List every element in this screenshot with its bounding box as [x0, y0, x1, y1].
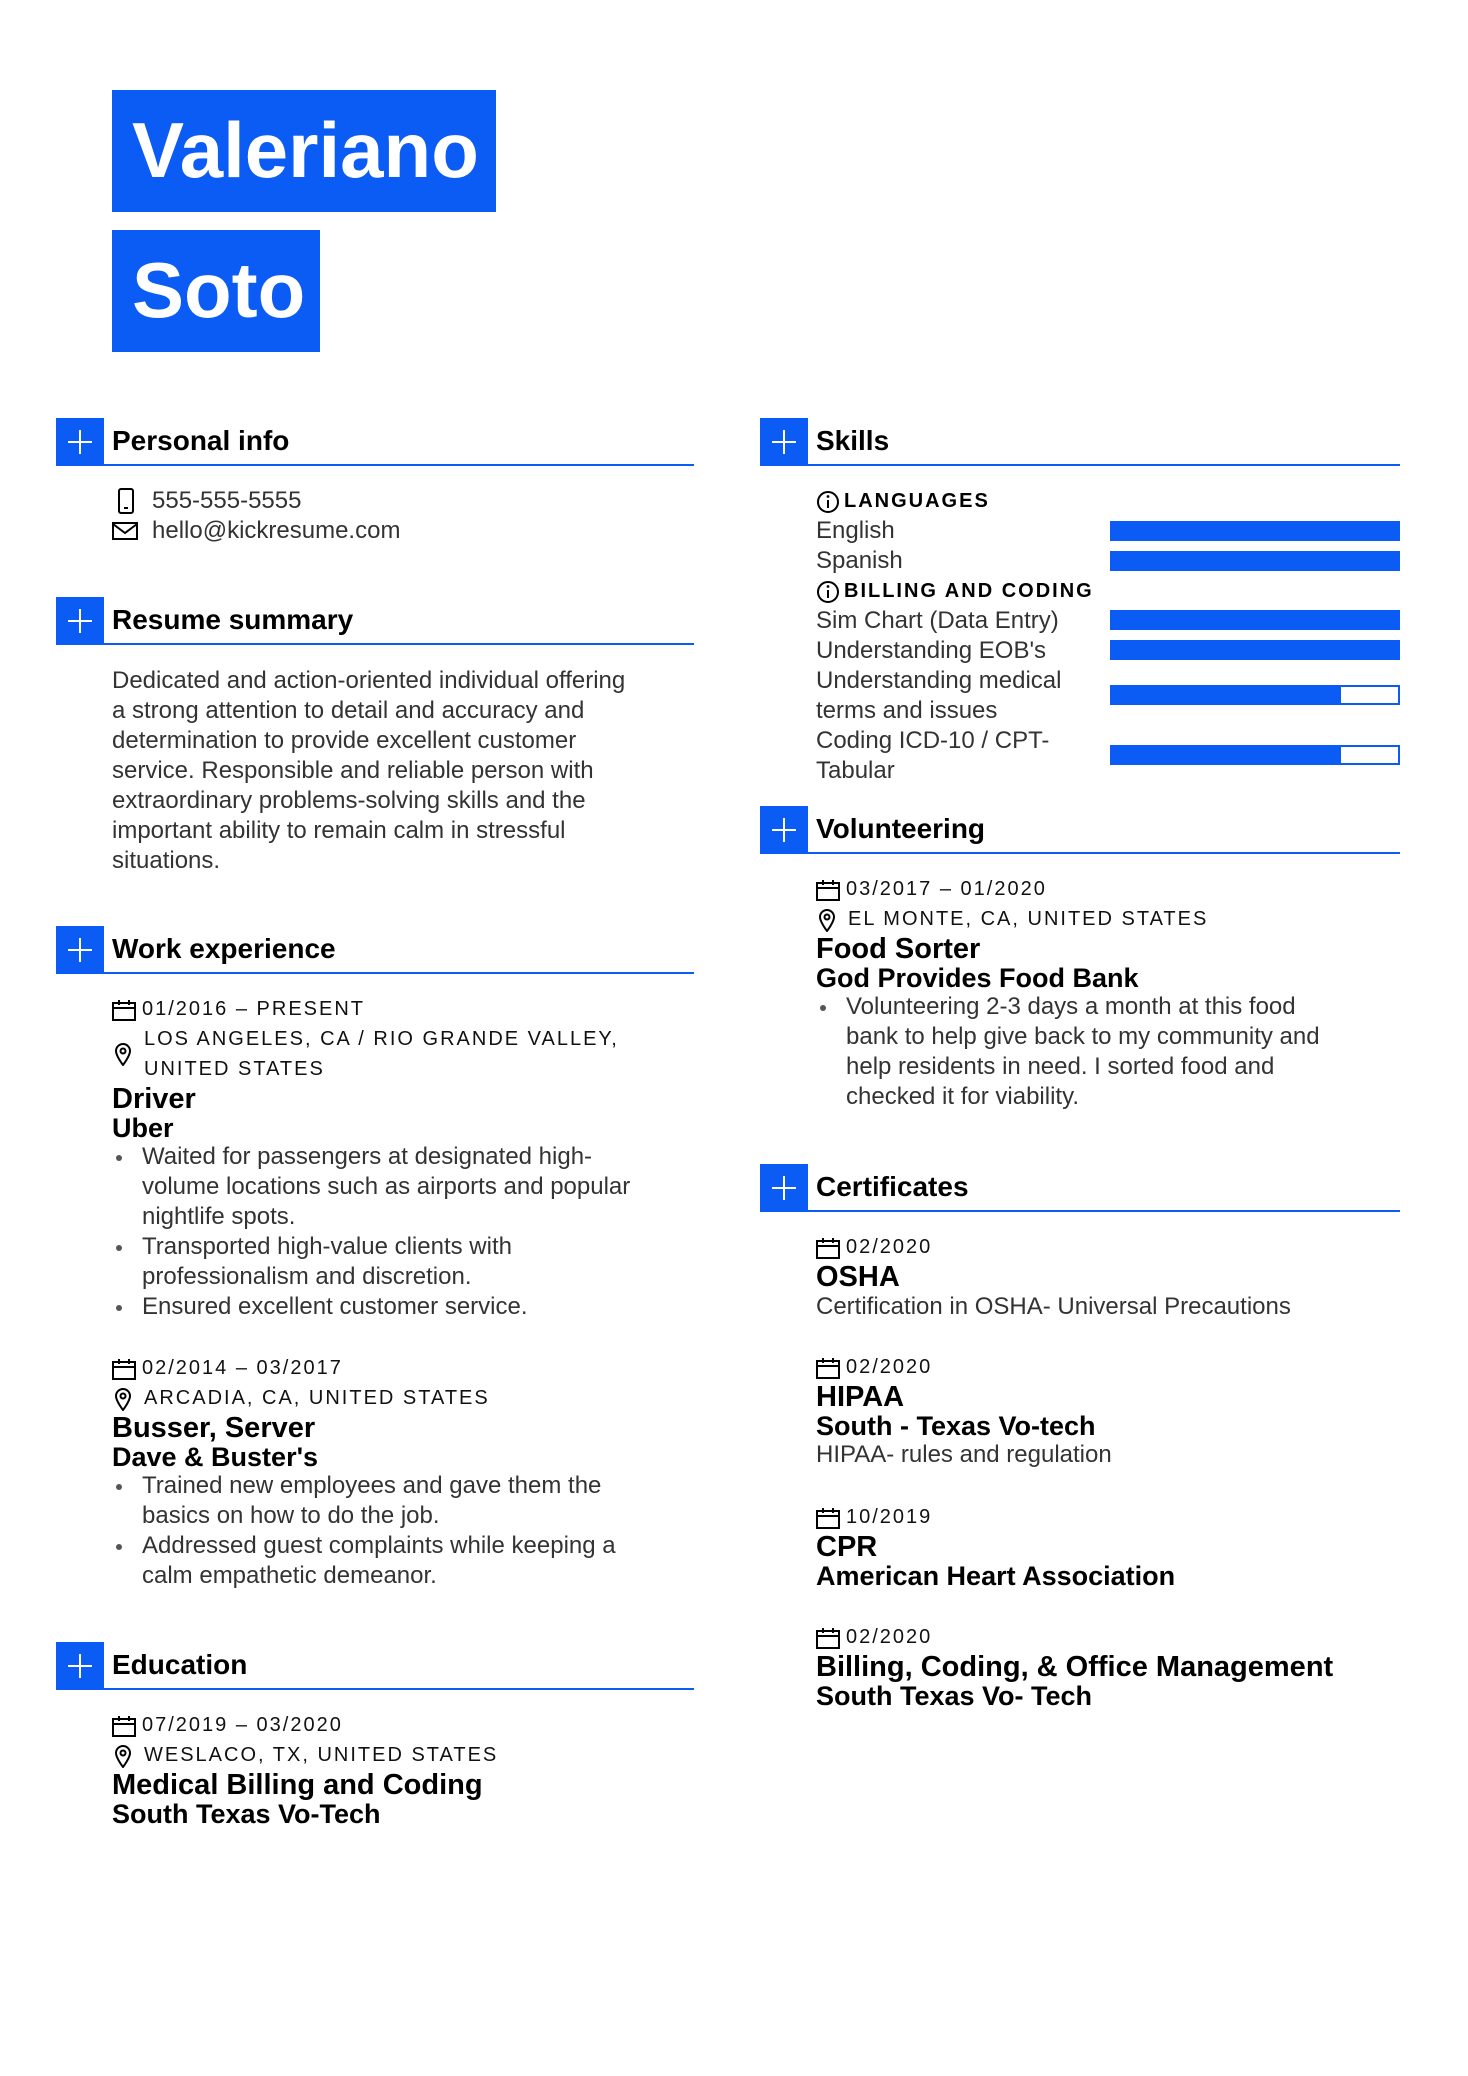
skill-level-bar: [1110, 610, 1400, 630]
category-name: LANGUAGES: [844, 490, 990, 512]
info-icon: [816, 490, 840, 514]
skill-level-fill: [1112, 553, 1398, 569]
list-item: [142, 1471, 692, 1531]
job-dates: [112, 1353, 692, 1383]
certificate-entry: [816, 1622, 1406, 1710]
bullet-line: checked it for viability.: [846, 1083, 1079, 1110]
certificate-desc: HIPAA- rules and regulation: [816, 1441, 1112, 1468]
job-bullets: [112, 1471, 692, 1591]
job-title: Driver: [112, 1083, 196, 1115]
bullet-line: Addressed guest complaints while keeping a: [142, 1532, 616, 1559]
summary-header: [56, 597, 694, 645]
list-item: [846, 992, 1406, 1112]
summary-line: important ability to remain calm in stressful: [112, 817, 566, 844]
plus-icon: [56, 1642, 104, 1690]
dates-text: 01/2016 – PRESENT: [142, 998, 365, 1020]
list-item: [142, 1142, 692, 1232]
skill-name: Understanding EOB's: [816, 637, 1047, 664]
volunteering-location: [816, 904, 1406, 934]
plus-icon: [760, 806, 808, 854]
dates-text: 02/2014 – 03/2017: [142, 1357, 343, 1379]
certificate-date: [816, 1232, 1406, 1262]
bullet-line: Volunteering 2-3 days a month at this food: [846, 993, 1296, 1020]
skill-level-bar: [1110, 745, 1400, 765]
calendar-icon: [816, 1357, 840, 1379]
bullet-line: professionalism and discretion.: [142, 1263, 472, 1290]
skill-level-bar: [1110, 640, 1400, 660]
bullet-line: calm empathetic demeanor.: [142, 1562, 437, 1589]
education-header: [56, 1642, 694, 1690]
education-location: [112, 1740, 692, 1770]
certificate-date: [816, 1502, 1406, 1532]
job-title: Busser, Server: [112, 1412, 316, 1444]
job-entry: [112, 994, 692, 1322]
job-location-line: UNITED STATES: [144, 1058, 325, 1080]
list-item: [142, 1531, 692, 1591]
skill-level-fill: [1112, 747, 1341, 763]
job-bullets: [112, 1142, 692, 1322]
info-icon: [816, 580, 840, 604]
degree: Medical Billing and Coding: [112, 1769, 483, 1801]
bullet-line: Waited for passengers at designated high-: [142, 1143, 593, 1170]
category-name: BILLING AND CODING: [844, 580, 1094, 602]
bullet-line: nightlife spots.: [142, 1203, 296, 1230]
job-location: [112, 1383, 692, 1413]
skill-level-bar: [1110, 685, 1400, 705]
job-location-line: LOS ANGELES, CA / RIO GRANDE VALLEY,: [144, 1028, 619, 1050]
volunteer-org: God Provides Food Bank: [816, 963, 1139, 993]
certificate-name: HIPAA: [816, 1381, 905, 1413]
calendar-icon: [112, 1358, 136, 1380]
skill-category-title: [816, 576, 1094, 606]
skill-name-line: Tabular: [816, 757, 895, 784]
work-experience-header: [56, 926, 694, 974]
plus-icon: [56, 597, 104, 645]
certificate-issuer: American Heart Association: [816, 1561, 1176, 1591]
location-text: ARCADIA, CA, UNITED STATES: [144, 1387, 490, 1409]
certificate-issuer: South - Texas Vo-tech: [816, 1411, 1096, 1441]
skill-level-fill: [1112, 523, 1398, 539]
section-title: Resume summary: [112, 604, 354, 635]
location-icon: [114, 1042, 132, 1066]
job-dates: [112, 994, 692, 1024]
section-title: Certificates: [816, 1171, 969, 1202]
skill-category: [816, 486, 990, 516]
bullet-line: Transported high-value clients with: [142, 1233, 512, 1260]
bullet-line: Ensured excellent customer service.: [142, 1293, 528, 1320]
location-text: WESLACO, TX, UNITED STATES: [144, 1744, 499, 1766]
summary-line: service. Responsible and reliable person with: [112, 757, 594, 784]
job-company: Uber: [112, 1113, 174, 1143]
bullet-line: Trained new employees and gave them the: [142, 1472, 602, 1499]
summary-text: [112, 666, 692, 876]
calendar-icon: [816, 1627, 840, 1649]
plus-icon: [56, 926, 104, 974]
calendar-icon: [112, 999, 136, 1021]
dates-text: 07/2019 – 03/2020: [142, 1714, 343, 1736]
email-address[interactable]: hello@kickresume.com: [152, 517, 401, 544]
certificate-name: CPR: [816, 1531, 878, 1563]
skill-name-line: Understanding medical: [816, 667, 1062, 694]
certificates-header: [760, 1164, 1400, 1212]
first-name: Valeriano: [112, 90, 496, 212]
phone-icon: [116, 488, 136, 514]
location-text: EL MONTE, CA, UNITED STATES: [848, 908, 1209, 930]
mail-icon: [112, 521, 138, 541]
volunteering-header: [760, 806, 1400, 854]
location-icon: [114, 1744, 132, 1768]
skill-category: [816, 576, 1094, 606]
volunteering-entry: [816, 874, 1406, 1112]
summary-line: Dedicated and action-oriented individual offering: [112, 667, 626, 694]
location-icon: [818, 908, 836, 932]
certificate-name: OSHA: [816, 1261, 900, 1293]
date-text: 10/2019: [846, 1506, 933, 1528]
skill-name-line: terms and issues: [816, 697, 998, 724]
skill-level-fill: [1112, 612, 1398, 628]
skill-level-fill: [1112, 642, 1398, 658]
skill-name: Spanish: [816, 547, 903, 574]
skill-level-bar: [1110, 521, 1400, 541]
dates-text: 03/2017 – 01/2020: [846, 878, 1047, 900]
personal-info-header: [56, 418, 694, 466]
certificate-date: [816, 1622, 1406, 1652]
last-name: Soto: [112, 230, 320, 352]
education-dates: [112, 1710, 692, 1740]
certificate-desc: Certification in OSHA- Universal Precautions: [816, 1293, 1291, 1320]
job-company: Dave & Buster's: [112, 1442, 319, 1472]
list-item: [142, 1292, 692, 1322]
calendar-icon: [816, 1237, 840, 1259]
volunteer-role: Food Sorter: [816, 933, 981, 965]
plus-icon: [760, 418, 808, 466]
skill-level-fill: [1112, 687, 1341, 703]
date-text: 02/2020: [846, 1626, 933, 1648]
date-text: 02/2020: [846, 1236, 933, 1258]
bullet-line: basics on how to do the job.: [142, 1502, 440, 1529]
certificate-name: Billing, Coding, & Office Management: [816, 1651, 1334, 1683]
skills-header: [760, 418, 1400, 466]
section-title: Skills: [816, 425, 890, 456]
skill-name: [816, 726, 1049, 786]
phone-number: 555-555-5555: [152, 487, 302, 514]
certificate-issuer: South Texas Vo- Tech: [816, 1681, 1093, 1711]
certificate-entry: [816, 1232, 1406, 1322]
certificate-entry: [816, 1502, 1406, 1590]
skill-category-title: [816, 486, 990, 516]
bullet-line: bank to help give back to my community and: [846, 1023, 1320, 1050]
skill-name: [816, 666, 1061, 726]
volunteer-bullets: [816, 992, 1406, 1112]
section-title: Work experience: [112, 933, 336, 964]
location-icon: [114, 1387, 132, 1411]
section-title: Personal info: [112, 425, 290, 456]
calendar-icon: [816, 1507, 840, 1529]
summary-line: determination to provide excellent customer: [112, 727, 577, 754]
calendar-icon: [816, 879, 840, 901]
skill-level-bar: [1110, 551, 1400, 571]
calendar-icon: [112, 1715, 136, 1737]
plus-icon: [760, 1164, 808, 1212]
bullet-line: help residents in need. I sorted food and: [846, 1053, 1275, 1080]
skill-name: English: [816, 517, 895, 544]
plus-icon: [56, 418, 104, 466]
date-text: 02/2020: [846, 1356, 933, 1378]
certificate-entry: [816, 1352, 1406, 1470]
skill-name: Sim Chart (Data Entry): [816, 607, 1059, 634]
summary-line: situations.: [112, 847, 221, 874]
skill-name-line: Coding ICD-10 / CPT-: [816, 727, 1050, 754]
education-entry: [112, 1710, 692, 1828]
school: South Texas Vo-Tech: [112, 1799, 381, 1829]
summary-line: extraordinary problems-solving skills and the: [112, 787, 586, 814]
section-title: Volunteering: [816, 813, 986, 844]
list-item: [142, 1232, 692, 1292]
volunteering-dates: [816, 874, 1406, 904]
job-entry: [112, 1353, 692, 1591]
summary-line: a strong attention to detail and accuracy and: [112, 697, 585, 724]
section-title: Education: [112, 1649, 248, 1680]
certificate-date: [816, 1352, 1406, 1382]
bullet-line: volume locations such as airports and popular: [142, 1173, 631, 1200]
